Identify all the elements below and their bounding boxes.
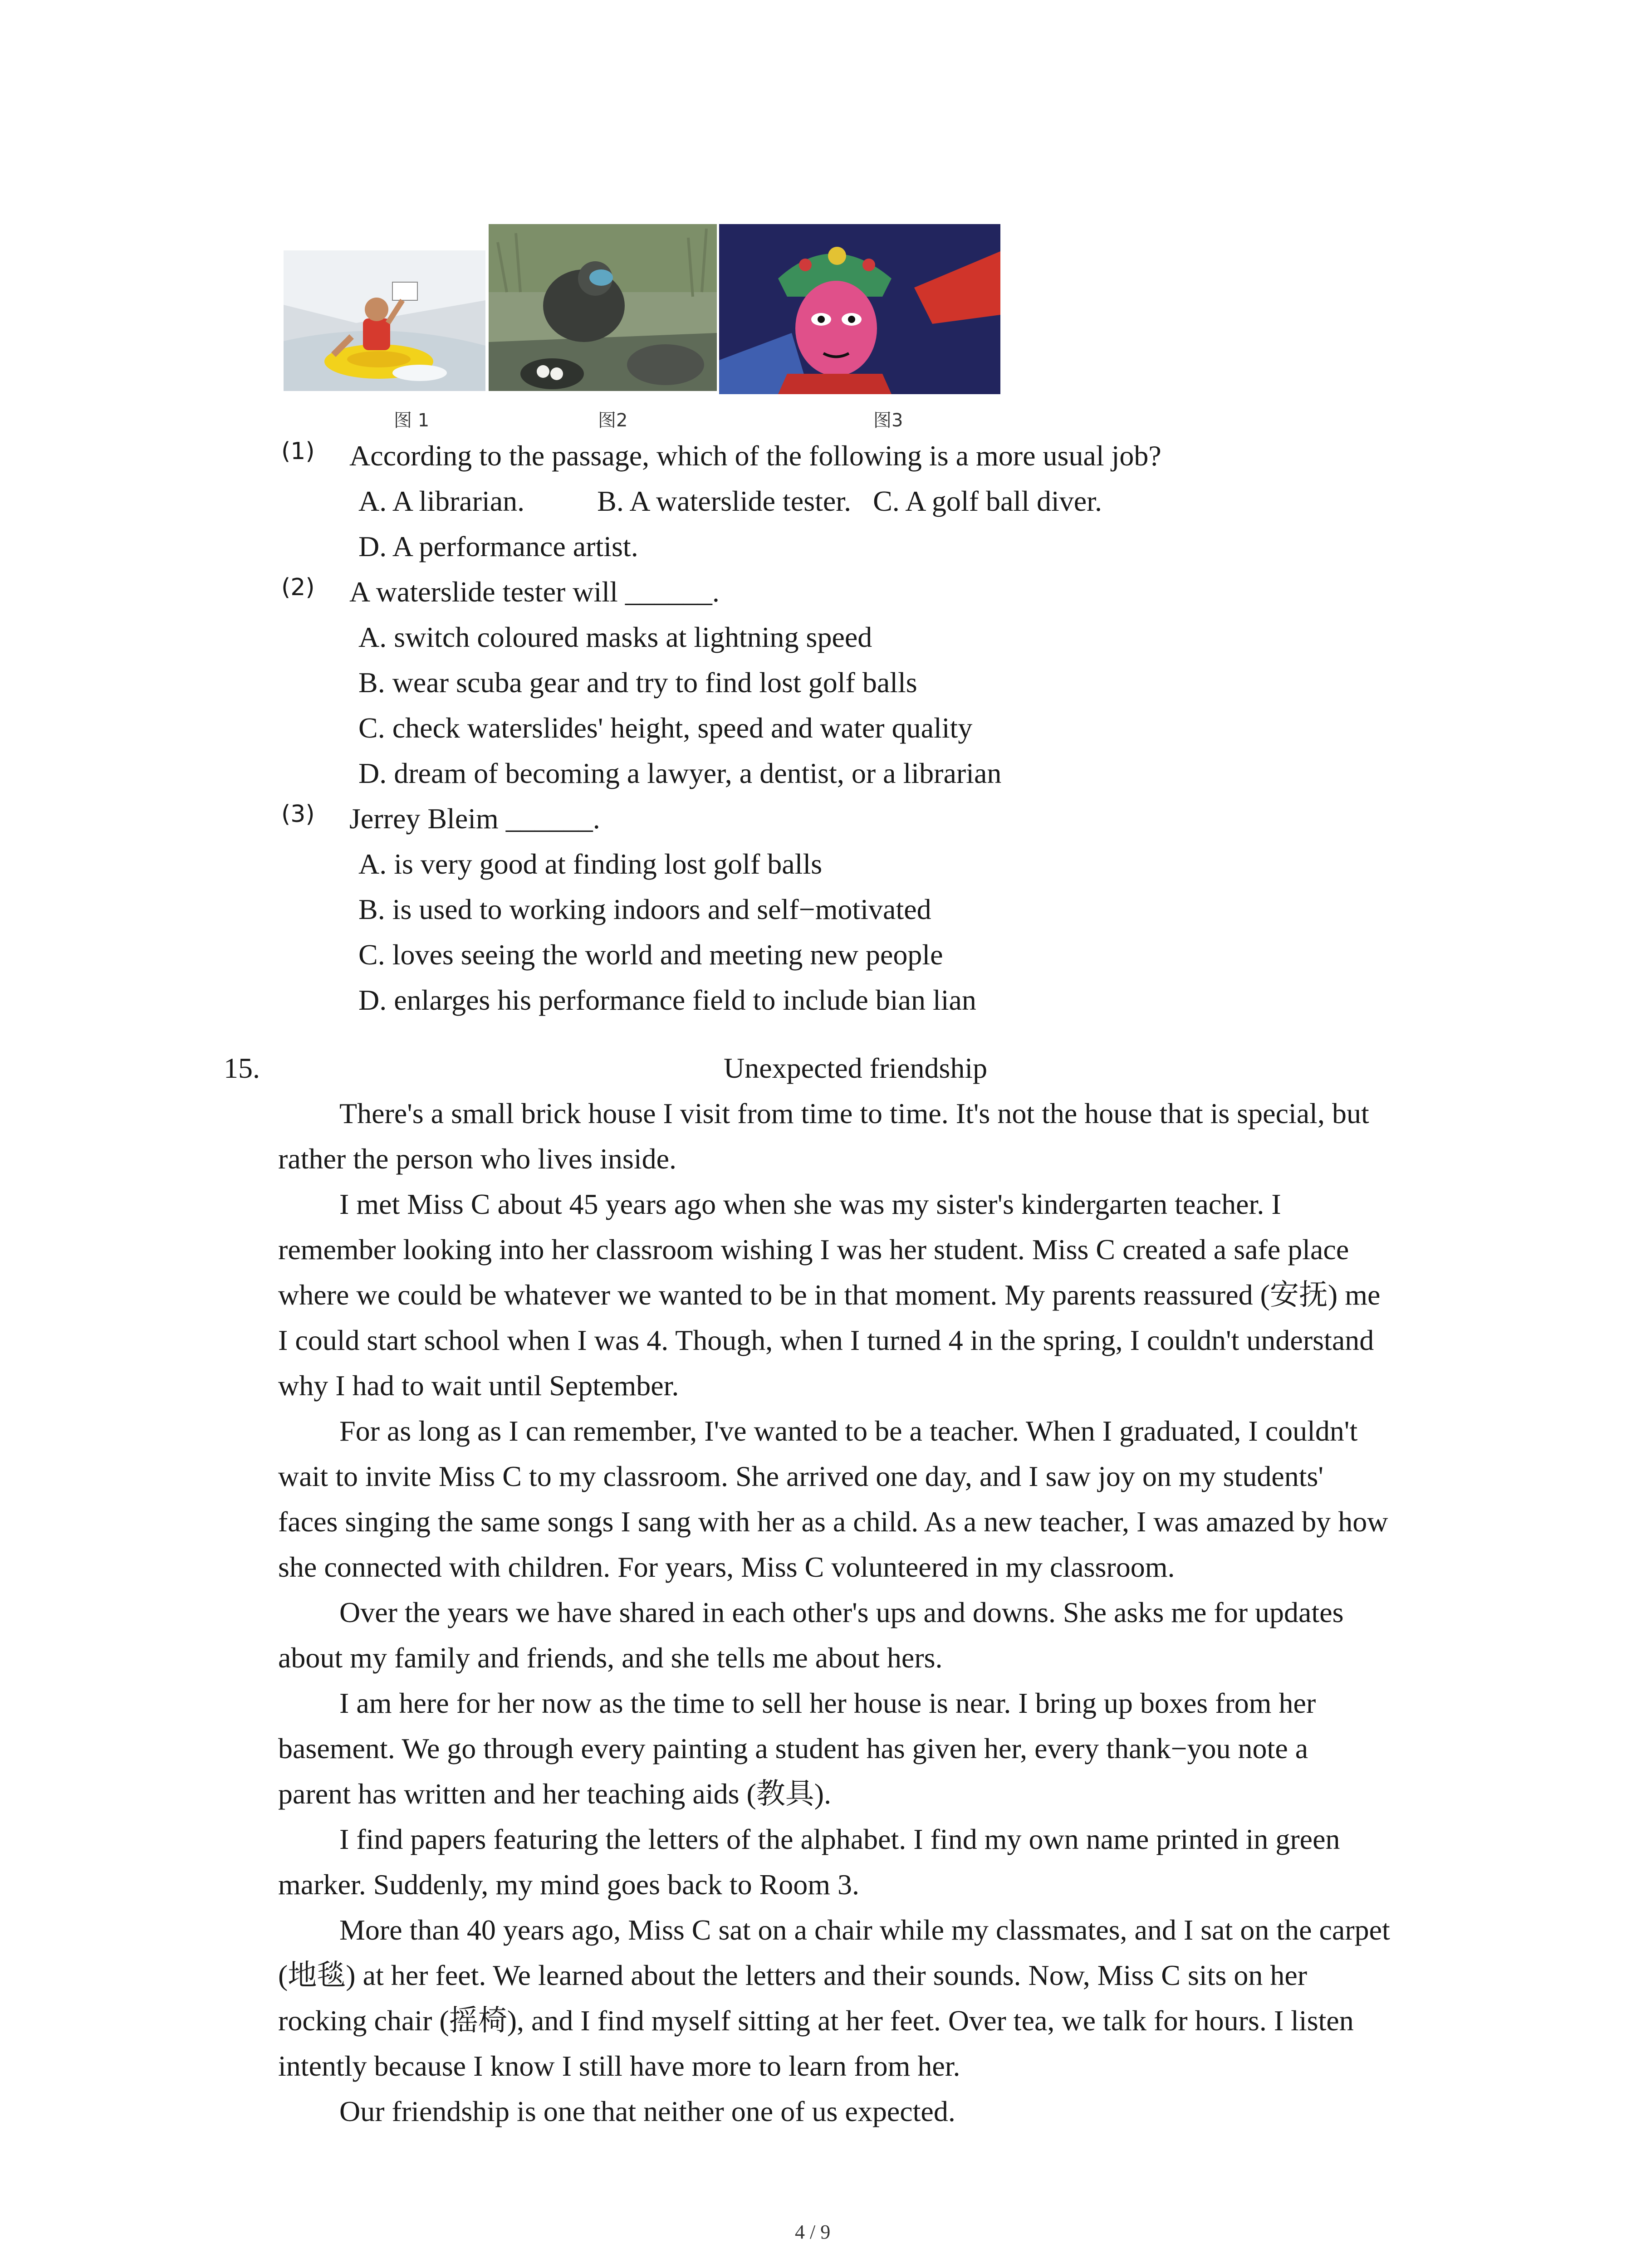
figure-1-caption: 图 1 — [394, 410, 430, 431]
passage-line: remember looking into her classroom wishing I was her student. Miss C created a safe place — [278, 1233, 1349, 1266]
passage-line: parent has written and her teaching aids (教具). — [278, 1778, 832, 1810]
question-3-option-b: B. is used to working indoors and self−motivated — [358, 893, 931, 925]
question-2-option-d: D. dream of becoming a lawyer, a dentist, or a librarian — [358, 757, 1002, 789]
figure-3-caption: 图3 — [873, 410, 903, 431]
passage-line: basement. We go through every painting a student has given her, every thank−you note a — [278, 1732, 1308, 1765]
question-1-options-line-2: D. A performance artist. — [358, 530, 638, 562]
question-3-option-a: A. is very good at finding lost golf balls — [358, 848, 823, 880]
question-3-option-d: D. enlarges his performance field to include bian lian — [358, 984, 976, 1016]
passage-line: where we could be whatever we wanted to be in that moment. My parents reassured (安抚) me — [278, 1279, 1381, 1311]
passage-line: I met Miss C about 45 years ago when she was my sister's kindergarten teacher. I — [339, 1188, 1281, 1220]
passage-line: faces singing the same songs I sang with her as a child. As a new teacher, I was amazed by how — [278, 1505, 1388, 1538]
passage-line: intently because I know I still have more to learn from her. — [278, 2050, 960, 2082]
figure-2-golf-ball-diver-photo — [489, 224, 717, 391]
figure-1-waterslide-photo — [284, 250, 485, 391]
passage-line: rocking chair (摇椅), and I find myself sitting at her feet. Over tea, we talk for hours. I listen — [278, 2004, 1354, 2037]
passage-line: I could start school when I was 4. Though, when I turned 4 in the spring, I couldn't understand — [278, 1324, 1374, 1356]
passage-line: marker. Suddenly, my mind goes back to Room 3. — [278, 1868, 860, 1901]
passage-line: There's a small brick house I visit from time to time. It's not the house that is special, but — [339, 1097, 1369, 1129]
passage-line: For as long as I can remember, I've wanted to be a teacher. When I graduated, I couldn't — [339, 1415, 1358, 1447]
question-2-number: (2) — [281, 574, 315, 601]
question-1-options-line-1: A. A librarian. B. A waterslide tester. C. A golf ball diver. — [358, 485, 1102, 517]
question-3-number: (3) — [281, 801, 315, 828]
figure-3-bian-lian-performer-photo — [719, 224, 1000, 394]
passage-line: why I had to wait until September. — [278, 1369, 679, 1402]
question-3-option-c: C. loves seeing the world and meeting new people — [358, 938, 943, 971]
question-1-number: (1) — [281, 438, 315, 465]
question-2-option-a: A. switch coloured masks at lightning speed — [358, 621, 872, 653]
passage-line: I find papers featuring the letters of the alphabet. I find my own name printed in green — [339, 1823, 1340, 1855]
passage-line: Our friendship is one that neither one of us expected. — [339, 2095, 955, 2127]
page-number: 4 / 9 — [795, 2221, 831, 2243]
figure-2-caption: 图2 — [598, 410, 628, 431]
passage-line: wait to invite Miss C to my classroom. She arrived one day, and I saw joy on my students' — [278, 1460, 1323, 1492]
passage-line: about my family and friends, and she tells me about hers. — [278, 1642, 943, 1674]
passage-number: 15. — [224, 1052, 260, 1084]
passage-title: Unexpected friendship — [724, 1052, 988, 1084]
passage-line: Over the years we have shared in each other's ups and downs. She asks me for updates — [339, 1596, 1344, 1628]
question-3-stem: Jerrey Bleim ______. — [349, 802, 600, 835]
question-1-stem: According to the passage, which of the following is a more usual job? — [349, 440, 1161, 472]
passage-line: (地毯) at her feet. We learned about the letters and their sounds. Now, Miss C sits on her — [278, 1959, 1308, 1991]
passage-line: rather the person who lives inside. — [278, 1143, 676, 1175]
question-2-stem: A waterslide tester will ______. — [349, 576, 720, 608]
passage-line: More than 40 years ago, Miss C sat on a chair while my classmates, and I sat on the carpet — [339, 1914, 1390, 1946]
question-2-option-b: B. wear scuba gear and try to find lost golf balls — [358, 666, 917, 699]
passage-line: I am here for her now as the time to sell her house is near. I bring up boxes from her — [339, 1687, 1316, 1719]
passage-line: she connected with children. For years, Miss C volunteered in my classroom. — [278, 1551, 1175, 1583]
question-2-option-c: C. check waterslides' height, speed and water quality — [358, 712, 973, 744]
